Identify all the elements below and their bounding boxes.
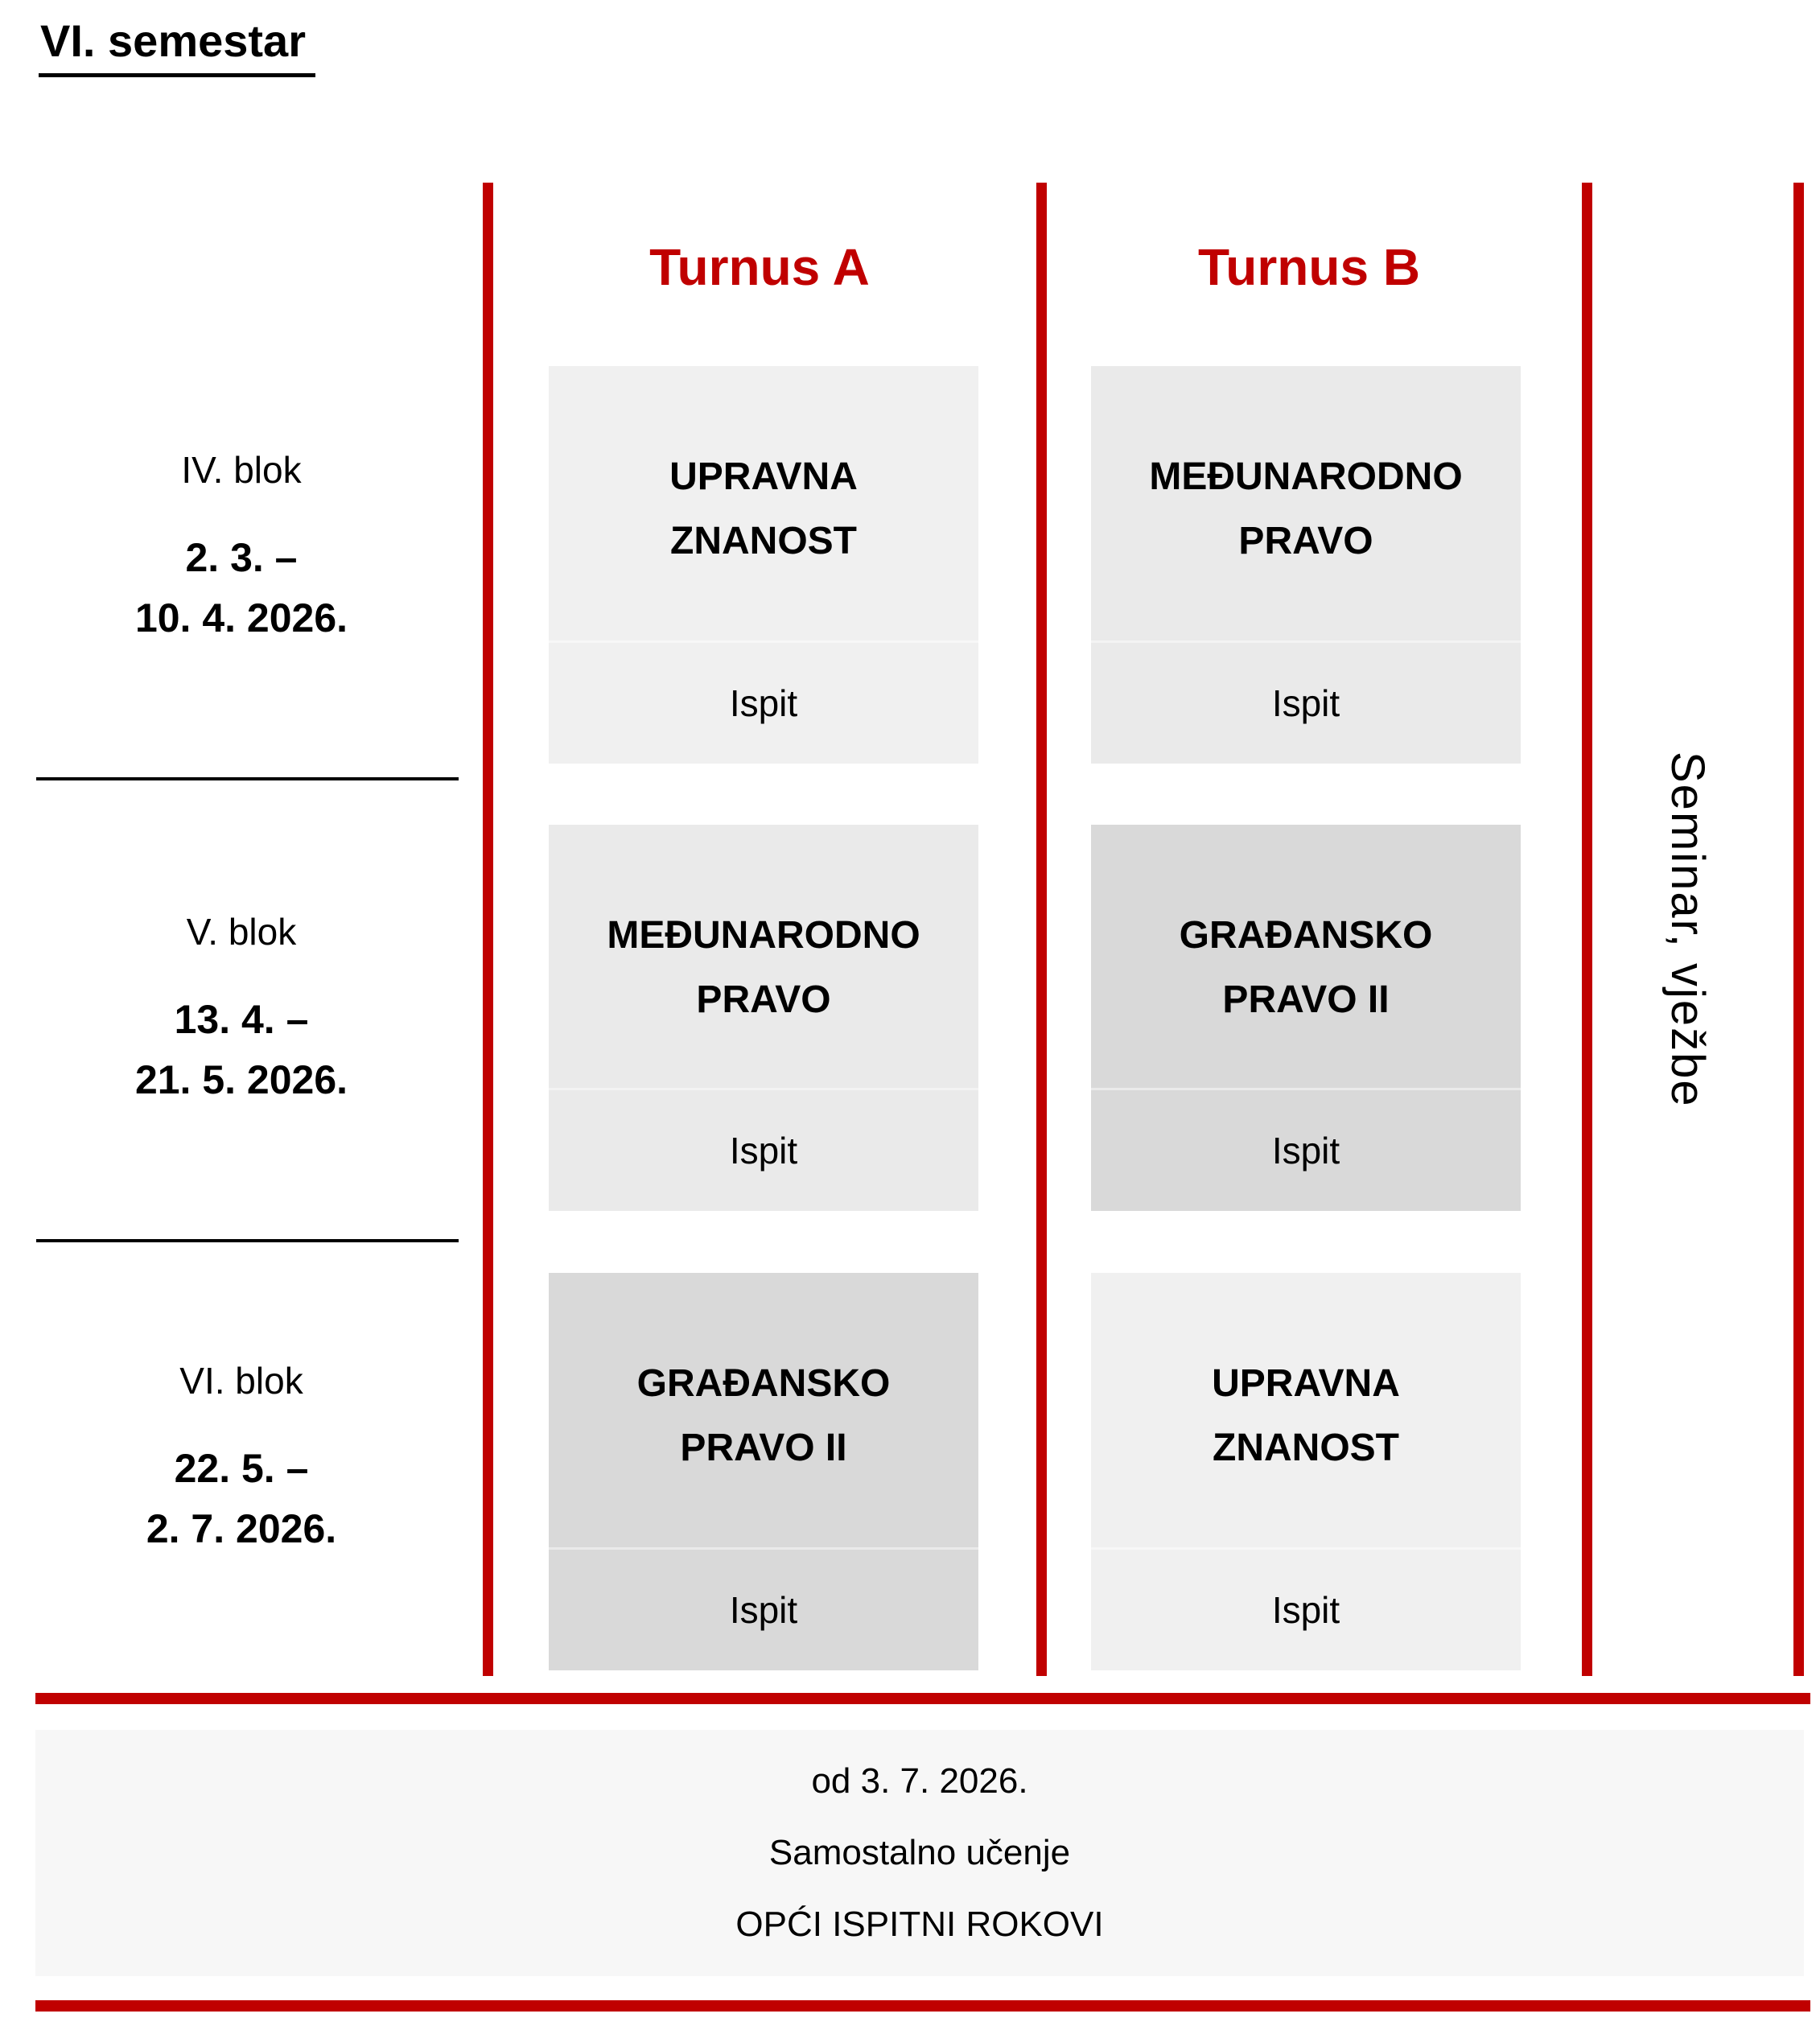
schedule-cell-turnus-b-block-iv (1091, 366, 1521, 764)
exam-note: Ispit (549, 640, 978, 764)
footer-exam-terms-line: OPĆI ISPITNI ROKOVI (735, 1905, 1104, 1944)
block-date-start: 2. 3. – (185, 535, 298, 581)
block-name: V. blok (186, 911, 297, 953)
block-row-v (0, 906, 483, 1110)
subject-line-1: GRAĐANSKO (636, 1362, 891, 1405)
seminar-column (1582, 183, 1793, 1676)
footer-bottom-rule (35, 2000, 1810, 2012)
schedule-cell-turnus-a-block-iv (549, 366, 978, 764)
block-name: IV. blok (181, 449, 302, 491)
footer-panel (35, 1730, 1804, 1976)
schedule-cell-turnus-b-block-vi (1091, 1273, 1521, 1670)
block-date-start: 13. 4. – (174, 997, 309, 1043)
footer-date-line: od 3. 7. 2026. (811, 1761, 1028, 1801)
subject-name (549, 1352, 978, 1480)
column-separator-line-2 (1036, 183, 1047, 1676)
turnus-b-header: Turnus B (1197, 238, 1421, 296)
exam-note: Ispit (1091, 1547, 1521, 1670)
column-separator-line-1 (483, 183, 493, 1676)
subject-line-1: MEĐUNARODNO (1149, 455, 1463, 498)
block-row-vi (0, 1355, 483, 1559)
subject-line-2: PRAVO II (680, 1427, 847, 1469)
subject-name (1091, 904, 1521, 1032)
schedule-cell-turnus-b-block-v (1091, 825, 1521, 1211)
subject-line-1: UPRAVNA (669, 455, 858, 498)
block-row-iv (0, 444, 483, 649)
schedule-cell-turnus-a-block-v (549, 825, 978, 1211)
block-divider-line (36, 1239, 459, 1242)
block-date-end: 10. 4. 2026. (134, 595, 348, 641)
subject-line-2: PRAVO (1238, 520, 1373, 562)
subject-name (549, 445, 978, 574)
column-separator-line-4 (1793, 183, 1804, 1676)
subject-line-2: PRAVO (696, 978, 831, 1021)
turnus-a-header: Turnus A (649, 238, 870, 296)
subject-line-2: ZNANOST (670, 520, 857, 562)
exam-note: Ispit (549, 1088, 978, 1211)
exam-note: Ispit (549, 1547, 978, 1670)
page-title: VI. semestar (39, 14, 315, 77)
subject-name (549, 904, 978, 1032)
subject-name (1091, 445, 1521, 574)
seminar-column-label: Seminar, vježbe (1661, 751, 1714, 1108)
schedule-cell-turnus-a-block-vi (549, 1273, 978, 1670)
footer-top-rule (35, 1693, 1810, 1704)
subject-name (1091, 1352, 1521, 1480)
exam-note: Ispit (1091, 1088, 1521, 1211)
subject-line-1: GRAĐANSKO (1179, 914, 1433, 957)
subject-line-1: UPRAVNA (1212, 1362, 1400, 1405)
subject-line-1: MEĐUNARODNO (607, 914, 920, 957)
subject-line-2: PRAVO II (1222, 978, 1390, 1021)
block-date-end: 21. 5. 2026. (134, 1057, 348, 1103)
block-divider-line (36, 777, 459, 780)
block-date-start: 22. 5. – (174, 1446, 309, 1492)
exam-note: Ispit (1091, 640, 1521, 764)
block-date-end: 2. 7. 2026. (146, 1506, 337, 1552)
subject-line-2: ZNANOST (1213, 1427, 1399, 1469)
footer-self-study-line: Samostalno učenje (768, 1833, 1071, 1872)
block-name: VI. blok (179, 1360, 303, 1402)
